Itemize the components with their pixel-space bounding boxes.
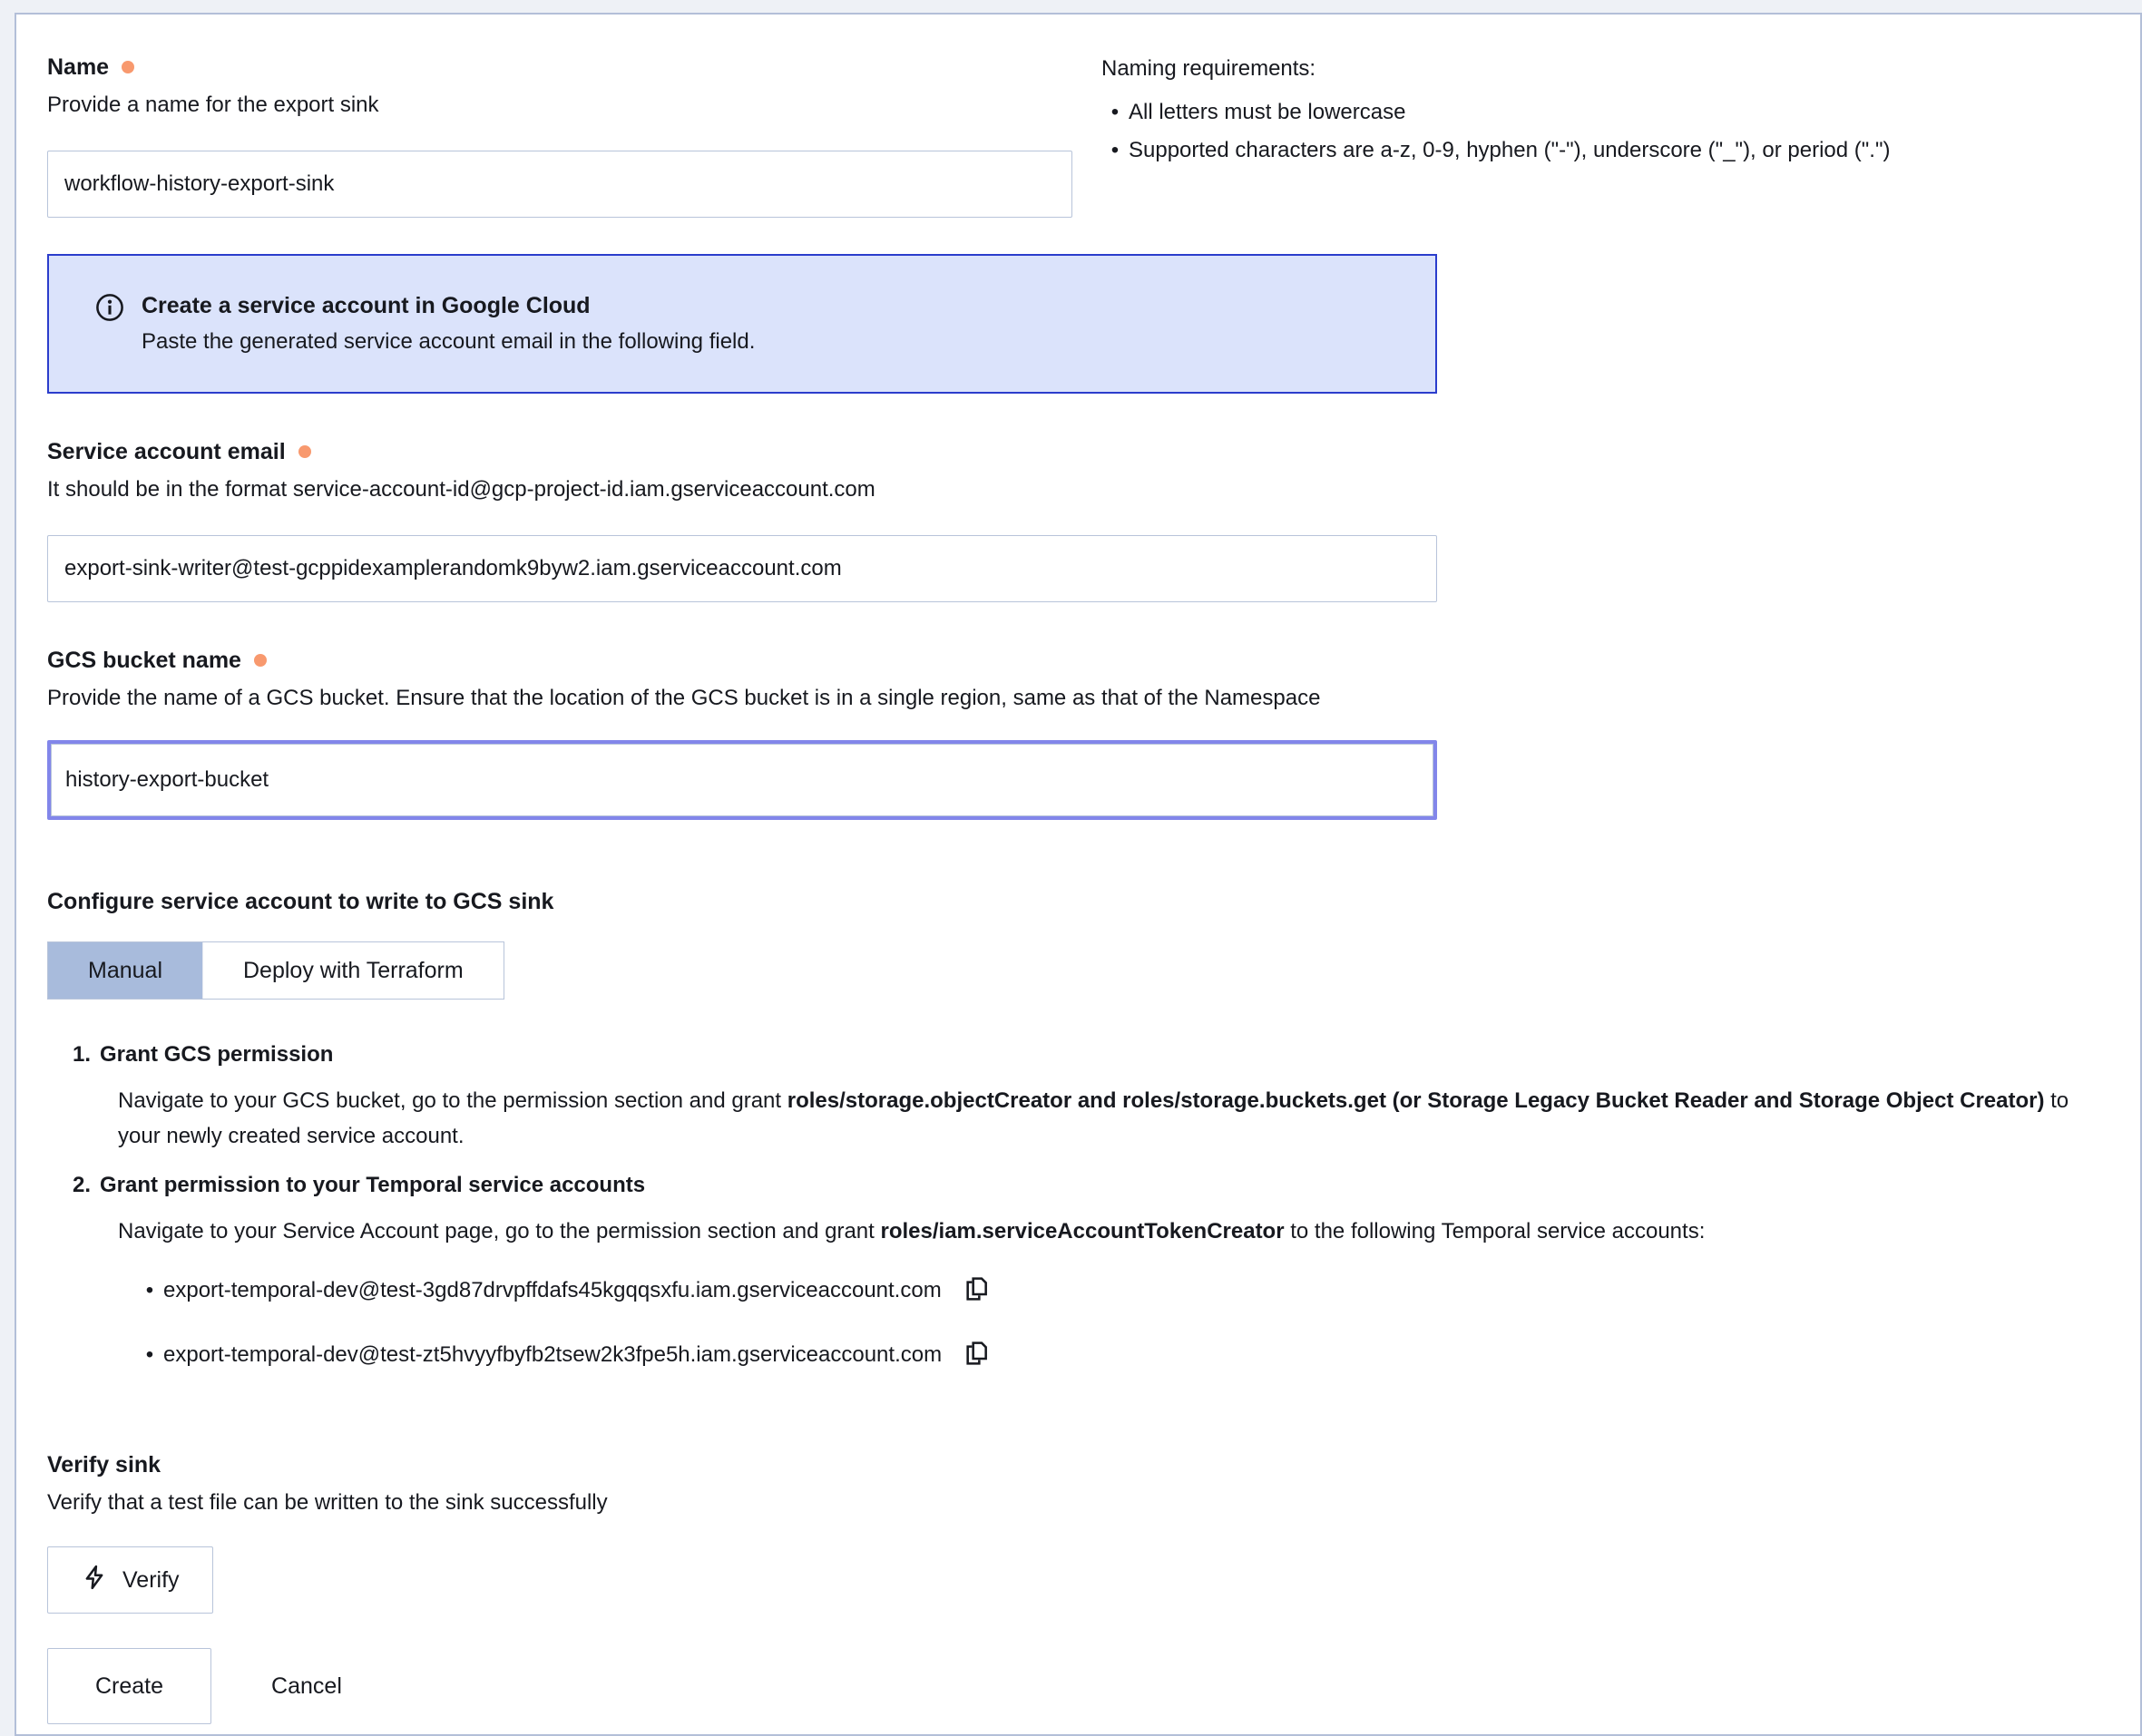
copy-icon [962, 1339, 991, 1370]
gcs-bucket-name-input[interactable] [47, 740, 1437, 820]
bucket-label-row [47, 646, 2104, 675]
configure-tab-group [47, 941, 504, 1000]
export-sink-form-panel [15, 13, 2142, 1736]
copy-icon [962, 1274, 991, 1306]
bullet-icon: • [145, 1341, 154, 1367]
step-body-bold-text: roles/iam.serviceAccountTokenCreator [880, 1219, 1285, 1243]
verify-sink-title: Verify sink [47, 1452, 161, 1478]
temporal-service-account-email: export-temporal-dev@test-zt5hvyyfbyfb2tsew2k3fpe5h.iam.gserviceaccount.com [163, 1341, 943, 1367]
step-body-text: Navigate to your GCS bucket, go to the permission section and grant [118, 1088, 787, 1113]
create-button[interactable]: Create [47, 1648, 211, 1724]
info-banner-body: Paste the generated service account email in the following field. [142, 329, 756, 354]
info-icon [94, 292, 125, 329]
name-input[interactable] [47, 151, 1072, 218]
step-number: 2. [73, 1173, 92, 1197]
verify-button-label: Verify [122, 1566, 180, 1593]
verify-button[interactable] [47, 1546, 213, 1614]
required-dot-icon [122, 61, 134, 73]
step-body-text: to your newly created service account. [118, 1088, 2069, 1148]
list-item [136, 1339, 2104, 1370]
name-field-label-row [47, 53, 1072, 82]
info-banner-title: Create a service account in Google Cloud [142, 293, 591, 318]
copy-button[interactable] [962, 1274, 991, 1306]
list-item [136, 1274, 2104, 1306]
naming-requirement-text: Supported characters are a-z, 0-9, hyphen ("-"), underscore ("_"), or period (".") [1129, 138, 1891, 162]
service-account-label: Service account email [47, 439, 286, 464]
temporal-service-account-email: export-temporal-dev@test-3gd87drvpffdafs45kgqqsxfu.iam.gserviceaccount.com [163, 1277, 942, 1302]
step-body [118, 1214, 2104, 1249]
cancel-button[interactable]: Cancel [271, 1673, 342, 1699]
lightning-bolt-icon [81, 1564, 108, 1597]
step-body-text: to the following Temporal service accounts: [1284, 1219, 1706, 1243]
tab-deploy-with-terraform[interactable]: Deploy with Terraform [202, 942, 504, 999]
required-dot-icon [298, 445, 311, 458]
naming-requirement-text: All letters must be lowercase [1129, 100, 1406, 124]
naming-requirements-list [1101, 98, 2104, 165]
step-title: Grant GCS permission [100, 1042, 334, 1067]
naming-requirements-title: Naming requirements: [1101, 56, 1316, 81]
list-item [1101, 136, 2104, 165]
manual-steps [73, 1039, 2104, 1370]
step-title: Grant permission to your Temporal service accounts [100, 1173, 646, 1197]
bullet-icon: • [145, 1277, 154, 1302]
configure-section-title: Configure service account to write to GCS sink [47, 889, 554, 914]
copy-button[interactable] [962, 1339, 991, 1370]
step-grant-gcs-permission [73, 1039, 2104, 1154]
form-actions [47, 1648, 2104, 1724]
step-number: 1. [73, 1042, 92, 1067]
service-account-email-input[interactable] [47, 535, 1437, 602]
step-body-text: Navigate to your Service Account page, go to the permission section and grant [118, 1219, 881, 1243]
name-field-description: Provide a name for the export sink [47, 93, 379, 117]
bullet-icon: • [1110, 100, 1120, 124]
bucket-description: Provide the name of a GCS bucket. Ensure that the location of the GCS bucket is in a single region, same as that of the Namespace [47, 686, 1321, 710]
service-account-info-banner [47, 254, 1437, 394]
tab-manual[interactable]: Manual [48, 942, 202, 999]
name-field-label: Name [47, 54, 110, 80]
list-item [1101, 98, 2104, 127]
verify-sink-description: Verify that a test file can be written to the sink successfully [47, 1490, 608, 1515]
step-grant-temporal-permission [73, 1170, 2104, 1249]
bucket-name-label: GCS bucket name [47, 648, 241, 673]
temporal-service-account-list [136, 1274, 2104, 1370]
service-account-description: It should be in the format service-account-id@gcp-project-id.iam.gserviceaccount.com [47, 477, 875, 502]
step-body-bold-text: roles/storage.objectCreator and roles/storage.buckets.get (or Storage Legacy Bucket Reader and Storage Object Creator) [787, 1088, 2045, 1113]
step-body [118, 1083, 2104, 1154]
service-account-label-row [47, 437, 2104, 466]
required-dot-icon [254, 654, 267, 667]
bullet-icon: • [1110, 138, 1120, 162]
